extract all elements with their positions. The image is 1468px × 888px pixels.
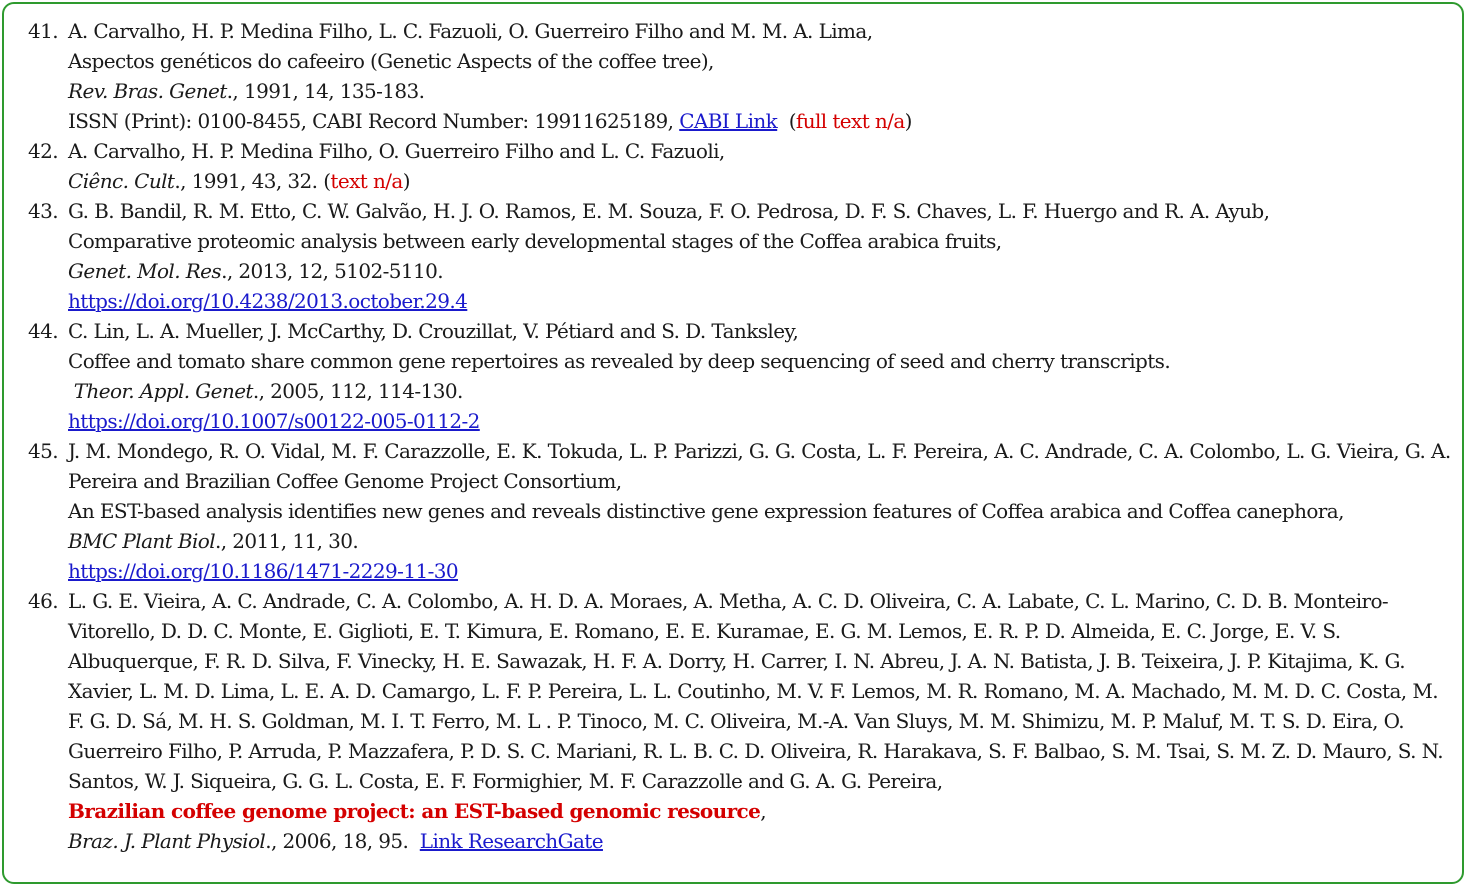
na-open-paren: (	[323, 169, 331, 193]
reference-authors: A. Carvalho, H. P. Medina Filho, L. C. Fazuoli, O. Guerreiro Filho and M. M. A. Lima,	[68, 19, 873, 43]
reference-number: 44.	[28, 319, 59, 343]
title-comma: ,	[760, 799, 766, 823]
na-close-paren: )	[402, 169, 410, 193]
issn-record: ISSN (Print): 0100-8455, CABI Record Number: 19911625189,	[68, 109, 674, 133]
reference-authors: J. M. Mondego, R. O. Vidal, M. F. Carazzolle, E. K. Tokuda, L. P. Parizzi, G. G. Costa, L. F. Pereira, A. C. Andrade, C. A. Colombo, L. G. Vieira, G. A. Pereira and Brazilian Coffee Genome Project Consortium,	[68, 439, 1451, 493]
reference-number: 41.	[28, 19, 59, 43]
reference-44	[28, 316, 1458, 436]
reference-43	[28, 196, 1458, 316]
reference-authors: A. Carvalho, H. P. Medina Filho, O. Guerreiro Filho and L. C. Fazuoli,	[68, 139, 725, 163]
reference-authors: L. G. E. Vieira, A. C. Andrade, C. A. Colombo, A. H. D. A. Moraes, A. Metha, A. C. D. Oliveira, C. A. Labate, C. L. Marino, C. D. B. Monteiro-Vitorello, D. D. C. Monte, E. Giglioti, E. T. Kimura, E. Romano, E. E. Kuramae, E. G. M. Lemos, E. R. P. D. Almeida, E. C. Jorge, E. V. S. Albuquerque, F. R. D. Silva, F. Vinecky, H. E. Sawazak, H. F. A. Dorry, H. Carrer, I. N. Abreu, J. A. N. Batista, J. B. Teixeira, J. P. Kitajima, K. G. Xavier, L. M. D. Lima, L. E. A. D. Camargo, L. F. P. Pereira, L. L. Coutinho, M. V. F. Lemos, M. R. Romano, M. A. Machado, M. M. D. C. Costa, M. F. G. D. Sá, M. H. S. Goldman, M. I. T. Ferro, M. L . P. Tinoco, M. C. Oliveira, M.-A. Van Sluys, M. M. Shimizu, M. P. Maluf, M. T. S. D. Eira, O. Guerreiro Filho, P. Arruda, P. Mazzafera, P. D. S. C. Mariani, R. L. B. C. D. Oliveira, R. Harakava, S. F. Balbao, S. M. Tsai, S. M. Z. D. Mauro, S. N. Santos, W. J. Siqueira, G. G. L. Costa, E. F. Formighier, M. F. Carazzolle and G. A. G. Pereira,	[68, 589, 1443, 793]
reference-doi-line	[68, 556, 1458, 586]
reference-source	[68, 376, 1458, 406]
reference-42	[28, 136, 1458, 196]
journal-name: Ciênc. Cult	[68, 169, 175, 193]
cabi-link[interactable]: CABI Link	[679, 109, 778, 133]
reference-source	[68, 826, 1458, 856]
reference-title: An EST-based analysis identifies new genes and reveals distinctive gene expression features of Coffea arabica and Coffea canephora,	[68, 499, 1344, 523]
reference-45	[28, 436, 1458, 586]
reference-doi-line	[68, 406, 1458, 436]
references-panel	[2, 2, 1464, 884]
reference-title: Brazilian coffee genome project: an EST-based genomic resource	[68, 799, 761, 823]
reference-46	[28, 586, 1458, 856]
publication-details: ., 1991, 14, 135-183.	[226, 79, 425, 103]
reference-doi-line	[68, 286, 1458, 316]
text-na: text n/a	[330, 169, 403, 193]
reference-identifiers	[68, 106, 1458, 136]
reference-title: Coffee and tomato share common gene repertoires as revealed by deep sequencing of seed and cherry transcripts.	[68, 349, 1171, 373]
reference-number: 42.	[28, 139, 59, 163]
researchgate-link[interactable]: Link ResearchGate	[419, 829, 603, 853]
na-close-paren: )	[904, 109, 912, 133]
reference-authors: C. Lin, L. A. Mueller, J. McCarthy, D. Crouzillat, V. Pétiard and S. D. Tanksley,	[68, 319, 799, 343]
doi-link[interactable]: https://doi.org/10.1007/s00122-005-0112-2	[68, 409, 480, 433]
journal-name: Braz. J. Plant Physiol	[68, 829, 266, 853]
reference-title: Comparative proteomic analysis between early developmental stages of the Coffea arabica fruits,	[68, 229, 1002, 253]
journal-name: Genet. Mol. Res	[68, 259, 222, 283]
reference-source	[68, 256, 1458, 286]
reference-title-line	[68, 796, 1458, 826]
na-open-paren: (	[788, 109, 796, 133]
reference-source	[68, 76, 1458, 106]
reference-title: Aspectos genéticos do cafeeiro (Genetic Aspects of the coffee tree),	[68, 49, 714, 73]
reference-authors: G. B. Bandil, R. M. Etto, C. W. Galvão, H. J. O. Ramos, E. M. Souza, F. O. Pedrosa, D. F. S. Chaves, L. F. Huergo and R. A. Ayub,	[68, 199, 1270, 223]
doi-link[interactable]: https://doi.org/10.4238/2013.october.29.4	[68, 289, 468, 313]
reference-number: 45.	[28, 439, 59, 463]
reference-41	[28, 16, 1458, 136]
reference-number: 46.	[28, 589, 59, 613]
journal-name: Rev. Bras. Genet	[68, 79, 227, 103]
publication-details: ., 2013, 12, 5102-5110.	[221, 259, 444, 283]
reference-number: 43.	[28, 199, 59, 223]
reference-source	[68, 526, 1458, 556]
publication-details: ., 2006, 18, 95.	[265, 829, 409, 853]
full-text-na: full text n/a	[795, 109, 905, 133]
doi-link[interactable]: https://doi.org/10.1186/1471-2229-11-30	[68, 559, 458, 583]
publication-details: ., 1991, 43, 32.	[174, 169, 318, 193]
reference-source	[68, 166, 1458, 196]
journal-name: BMC Plant Biol	[68, 529, 216, 553]
journal-name: Theor. Appl. Genet	[73, 379, 253, 403]
publication-details: ., 2011, 11, 30.	[215, 529, 359, 553]
publication-details: ., 2005, 112, 114-130.	[252, 379, 463, 403]
reference-list	[28, 16, 1458, 856]
